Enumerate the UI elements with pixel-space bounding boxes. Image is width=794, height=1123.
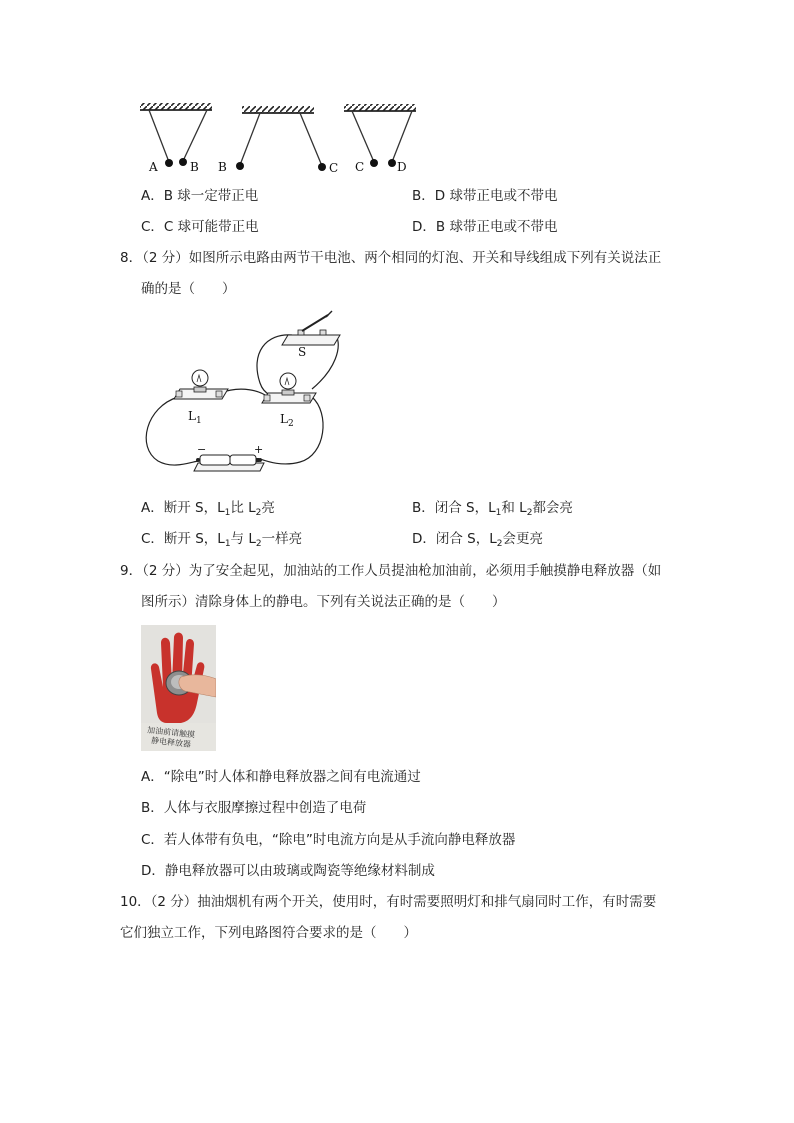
q8-option-a-sub2: 2 [255, 508, 262, 518]
q7-option-a: A．B 球一定带正电 [141, 188, 259, 204]
static-discharger-photo [141, 625, 216, 751]
q9-stem-line2: 图所示）清除身体上的静电。下列有关说法正确的是（ ） [141, 594, 506, 610]
ball-c [318, 163, 326, 171]
ball-c-2 [370, 159, 378, 167]
q8-circuit-figure [142, 305, 362, 475]
q8-option-b-post: 都会亮 [532, 500, 573, 516]
q8-lamp1-letter: L [188, 409, 196, 423]
q8-lamp2-label [280, 412, 294, 429]
q8-option-b [412, 498, 573, 523]
q8-option-d-post: 会更亮 [502, 531, 544, 547]
q8-option-c [141, 529, 302, 554]
q8-option-a-pre: A．断开 S，L [141, 500, 225, 516]
photo-caption-line2: 静电释放器 [150, 735, 192, 750]
q8-option-c-post: 一样亮 [261, 531, 303, 547]
q10-stem-line2: 它们独立工作，下列电路图符合要求的是（ ） [120, 925, 417, 941]
q8-option-b-mid: 和 L [501, 500, 527, 516]
q8-switch-label: S [298, 345, 307, 359]
q8-option-c-pre: C．断开 S，L [141, 531, 225, 547]
q9-option-b: B．人体与衣服摩擦过程中创造了电荷 [141, 800, 367, 816]
lamp-l2 [262, 373, 316, 403]
q8-option-b-pre: B．闭合 S，L [412, 500, 496, 516]
q9-stem-line1: 9．（2 分）为了安全起见，加油站的工作人员提油枪加油前，必须用手触摸静电释放器（如 [120, 563, 662, 579]
q7-option-d: D．B 球带正电或不带电 [412, 219, 558, 235]
q9-option-c: C．若人体带有负电，“除电”时电流方向是从手流向静电释放器 [141, 832, 516, 848]
q8-option-a [141, 498, 275, 523]
battery [194, 455, 264, 471]
q8-lamp2-sub: 2 [287, 419, 294, 429]
q8-option-c-sub1: 1 [224, 539, 231, 549]
q9-option-a: A．“除电”时人体和静电释放器之间有电流通过 [141, 769, 421, 785]
q7-label-a: A [149, 160, 158, 174]
q9-option-d: D．静电释放器可以由玻璃或陶瓷等绝缘材料制成 [141, 863, 435, 879]
ball-b [179, 158, 187, 166]
q8-option-c-mid: 与 L [230, 531, 256, 547]
q8-option-d-sub2: 2 [496, 539, 503, 549]
wire-left-loop [146, 397, 198, 465]
q7-label-b2: B [218, 160, 227, 174]
q8-lamp1-sub: 1 [195, 416, 202, 426]
q8-option-c-sub2: 2 [255, 539, 262, 549]
q7-figure-bc [238, 100, 338, 180]
q7-option-c: C．C 球可能带正电 [141, 219, 259, 235]
q7-option-b: B．D 球带正电或不带电 [412, 188, 558, 204]
q10-stem-line1: 10．（2 分）抽油烟机有两个开关，使用时，有时需要照明灯和排气扇同时工作，有时需要 [120, 894, 657, 910]
q8-lamp2-letter: L [280, 412, 288, 426]
q8-option-b-sub1: 1 [495, 508, 502, 518]
q8-option-a-mid: 比 L [230, 500, 256, 516]
q8-option-a-post: 亮 [261, 500, 275, 516]
lamp-l1 [174, 370, 228, 399]
q8-option-a-sub1: 1 [224, 508, 231, 518]
q8-option-d-pre: D．闭合 S，L [412, 531, 497, 547]
wire-right-loop [260, 397, 323, 464]
q8-battery-plus: + [254, 443, 264, 456]
q8-stem-line2: 确的是（ ） [141, 281, 236, 297]
q8-lamp1-label [188, 409, 202, 426]
q8-battery-minus: − [197, 443, 207, 456]
q8-option-d [412, 529, 543, 554]
ball-d [388, 159, 396, 167]
q7-label-c: C [329, 161, 339, 175]
q7-label-d: D [397, 160, 407, 174]
q7-label-c2: C [355, 160, 365, 174]
ball-b-2 [236, 162, 244, 170]
q7-label-b: B [190, 160, 199, 174]
photo-caption-line1: 加油前请触摸 [146, 725, 196, 740]
switch-s [282, 311, 340, 345]
q8-option-b-sub2: 2 [526, 508, 533, 518]
ball-a [165, 159, 173, 167]
q8-stem-line1: 8．（2 分）如图所示电路由两节干电池、两个相同的灯泡、开关和导线组成下列有关说法正 [120, 250, 662, 266]
